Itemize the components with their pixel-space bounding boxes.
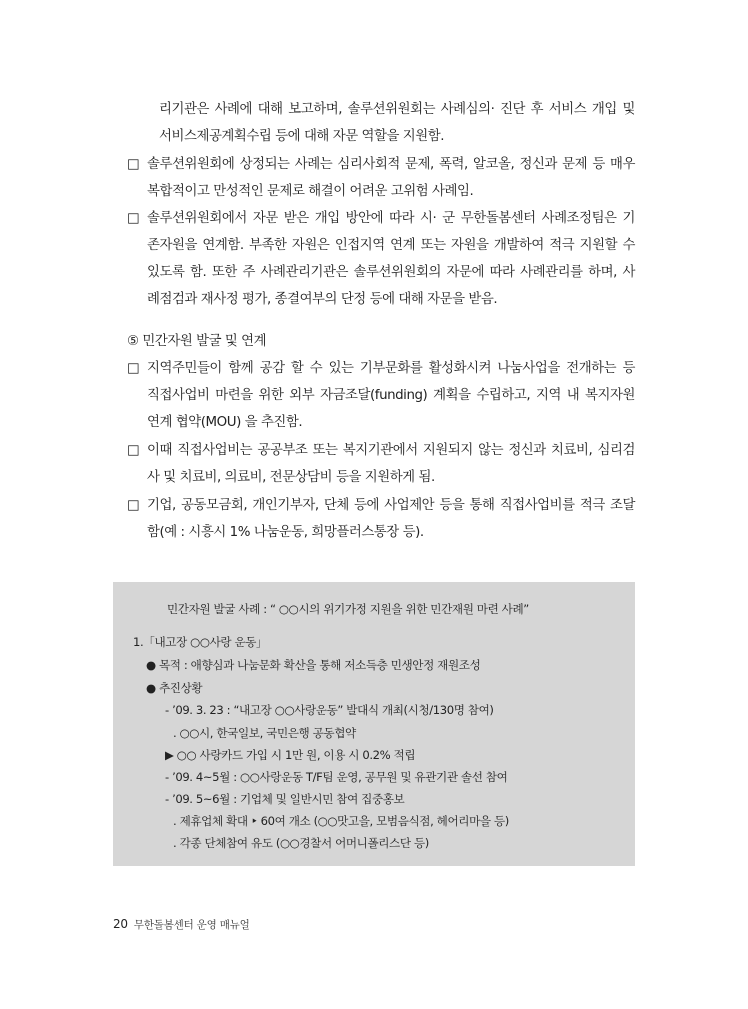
example-progress-line: - ’09. 3. 23 : “내고장 ○○사랑운동” 발대식 개최(시청/130명 참여) <box>165 703 494 717</box>
example-progress-line: - ’09. 5~6월 : 기업체 및 일반시민 참여 집중홍보 <box>165 792 405 806</box>
paragraph-line: 직접사업비 마련을 위한 외부 자금조달(funding) 계획을 수립하고, 지역 내 복지자원 <box>147 388 635 403</box>
example-progress-line: . ○○시, 한국일보, 국민은행 공동협약 <box>173 726 356 740</box>
example-progress-line: . 제휴업체 확대 ‣ 60여 개소 (○○맛고을, 모범음식점, 헤어리마을 등) <box>173 814 509 828</box>
checkbox-bullet-icon: □ <box>127 498 140 513</box>
page-number: 20 <box>113 917 128 931</box>
example-progress-line: ▶ ○○ 사랑카드 가입 시 1만 원, 이용 시 0.2% 적립 <box>165 748 416 762</box>
example-progress-line: . 각종 단체참여 유도 (○○경찰서 어머니폴리스단 등) <box>173 836 429 850</box>
checkbox-bullet-icon: □ <box>127 211 140 226</box>
paragraph-line: 존자원을 연계함. 부족한 자원은 인접지역 연계 또는 자원을 개발하여 적극 지원할 수 <box>147 238 635 253</box>
paragraph-line: 이때 직접사업비는 공공부조 또는 복지기관에서 지원되지 않는 정신과 치료비, 심리검 <box>147 443 635 458</box>
paragraph-line: 복합적이고 만성적인 문제로 해결이 어려운 고위험 사례임. <box>147 184 474 199</box>
paragraph-line: 기업, 공동모금회, 개인기부자, 단체 등에 사업제안 등을 통해 직접사업비를 적극 조달 <box>147 498 635 513</box>
page-footer <box>113 917 250 932</box>
paragraph-line: 지역주민들이 함께 공감 할 수 있는 기부문화를 활성화시켜 나눔사업을 전개하는 등 <box>147 361 635 376</box>
paragraph-line: 솔루션위원회에 상정되는 사례는 심리사회적 문제, 폭력, 알코올, 정신과 문제 등 매우 <box>147 157 635 172</box>
paragraph-line: 사 및 치료비, 의료비, 전문상담비 등을 지원하게 됨. <box>147 470 435 485</box>
footer-title: 무한돌봄센터 운영 매뉴얼 <box>133 919 250 931</box>
paragraph-line: 함(예 : 시흥시 1% 나눔운동, 희망플러스통장 등). <box>147 525 424 540</box>
checkbox-bullet-icon: □ <box>127 157 140 172</box>
paragraph-line: 연계 협약(MOU) 을 추진함. <box>147 415 303 430</box>
checkbox-bullet-icon: □ <box>127 443 140 458</box>
intro-line-1: 리기관은 사례에 대해 보고하며, 솔루션위원회는 사례심의· 진단 후 서비스 개입 및 <box>159 102 635 117</box>
paragraph-line: 례점검과 재사정 평가, 종결여부의 단정 등에 대해 자문을 받음. <box>147 292 498 307</box>
example-purpose: ● 목적 : 애향심과 나눔문화 확산을 통해 저소득층 민생안정 재원조성 <box>146 658 481 672</box>
example-item-title: 1.「내고장 ○○사랑 운동」 <box>133 635 268 649</box>
paragraph-line: 솔루션위원회에서 자문 받은 개입 방안에 따라 시· 군 무한돌봄센터 사례조정팀은 기 <box>147 211 635 226</box>
example-box <box>113 582 635 866</box>
section-heading: ⑤ 민간자원 발굴 및 연계 <box>127 334 267 349</box>
example-progress-line: - ’09. 4~5월 : ○○사랑운동 T/F팀 운영, 공무원 및 유관기관 솔선 참여 <box>165 770 508 784</box>
paragraph-line: 있도록 함. 또한 주 사례관리기관은 솔루션위원회의 자문에 따라 사례관리를 하며, 사 <box>147 265 635 280</box>
checkbox-bullet-icon: □ <box>127 361 140 376</box>
intro-line-2: 서비스제공계획수립 등에 대해 자문 역할을 지원함. <box>159 129 445 144</box>
example-box-title: 민간자원 발굴 사례 : “ ○○시의 위기가정 지원을 위한 민간재원 마련 사례” <box>167 602 529 616</box>
example-progress-label: ● 추진상황 <box>146 681 203 695</box>
